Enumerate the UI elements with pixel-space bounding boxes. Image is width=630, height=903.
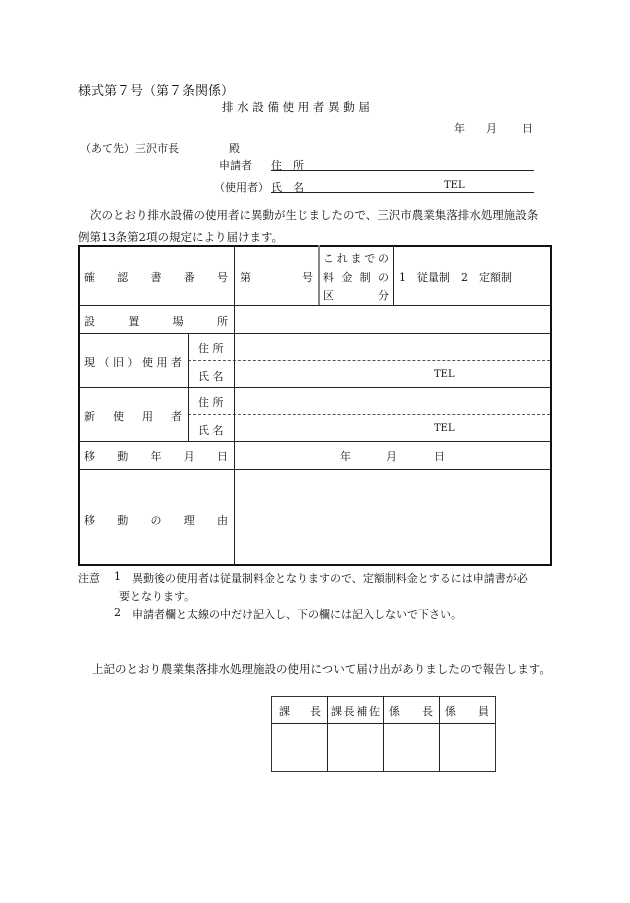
dai-label: 第 (240, 271, 251, 284)
approval-header-unit-chief: 係 長 (389, 705, 433, 718)
intro-line-1: 次のとおり排水設備の使用者に異動が生じましたので、三沢市農業集落排水処理施設条 (90, 208, 539, 222)
current-name-field[interactable] (236, 362, 426, 386)
new-name-field[interactable] (236, 416, 426, 440)
location-label: 設置場所 (84, 315, 228, 328)
approval-stamp-staff (440, 724, 494, 770)
new-address-label: 住 所 (198, 396, 224, 409)
transfer-year: 年 (340, 450, 351, 463)
approval-header-staff: 係 員 (445, 705, 489, 718)
current-address-label: 住 所 (198, 342, 224, 355)
date-year: 年 (454, 122, 465, 135)
new-tel-label: TEL (434, 423, 455, 434)
note-1-line-1: 異動後の使用者は従量制料金となりますので、定額制料金とするには申請書が必 (132, 572, 528, 585)
approval-stamp-unit-chief (384, 724, 439, 770)
confirmation-number-field[interactable] (254, 262, 300, 284)
applicant-label: 申請者 (219, 159, 252, 172)
previous-rate-label-2: 料金制の (323, 271, 389, 284)
approval-stamp-section-chief (272, 724, 327, 770)
reason-field[interactable] (236, 471, 548, 561)
go-label: 号 (302, 271, 313, 284)
current-name-label: 氏 名 (198, 370, 224, 383)
transfer-date-label: 移動年月日 (84, 450, 228, 463)
rate-options[interactable]: 1 従量制 2 定額制 (399, 271, 512, 284)
transfer-month: 月 (386, 450, 397, 463)
new-user-label: 新使用者 (84, 410, 182, 423)
new-name-label: 氏 名 (198, 424, 224, 437)
previous-rate-label-1: これまでの (323, 252, 389, 265)
current-tel-label: TEL (434, 369, 455, 380)
user-label: （使用者） (214, 181, 269, 194)
approval-header-section-chief: 課 長 (279, 705, 321, 718)
note-1-line-2: 要となります。 (119, 590, 196, 603)
applicant-tel-label: TEL (444, 180, 465, 191)
note-2-number: 2 (114, 606, 121, 619)
honorific: 殿 (229, 142, 240, 155)
previous-rate-label-3: 区 分 (323, 289, 389, 302)
applicant-name-field[interactable] (271, 192, 534, 193)
current-address-field[interactable] (236, 335, 548, 359)
applicant-name-label: 氏 名 (271, 181, 304, 194)
current-user-label: 現（旧）使用者 (84, 356, 182, 369)
confirmation-number-label: 確認書番号 (84, 271, 228, 284)
document-title: 排 水 設 備 使 用 者 異 動 届 (222, 100, 370, 114)
approval-stamp-assistant-chief (328, 724, 383, 770)
form-number: 様式第７号（第７条関係） (78, 84, 235, 99)
addressee: （あて先）三沢市長 (80, 142, 179, 155)
date-day: 日 (522, 122, 533, 135)
intro-line-2: 例第13条第2項の規定により届けます。 (78, 230, 284, 244)
date-month: 月 (486, 122, 497, 135)
applicant-address-label: 住 所 (271, 159, 304, 172)
note-2-text: 申請者欄と太線の中だけ記入し、下の欄には記入しないで下さい。 (132, 608, 462, 621)
location-field[interactable] (236, 307, 548, 332)
notes-heading: 注意 (78, 572, 100, 585)
report-statement: 上記のとおり農業集落排水処理施設の使用について届け出がありましたので報告します。 (92, 662, 551, 676)
new-address-field[interactable] (236, 389, 548, 413)
applicant-address-field[interactable] (271, 170, 534, 171)
transfer-day: 日 (434, 450, 445, 463)
approval-header-assistant-chief: 課長補佐 (331, 705, 380, 718)
reason-label: 移動の理由 (84, 514, 228, 527)
note-1-number: 1 (114, 570, 121, 583)
